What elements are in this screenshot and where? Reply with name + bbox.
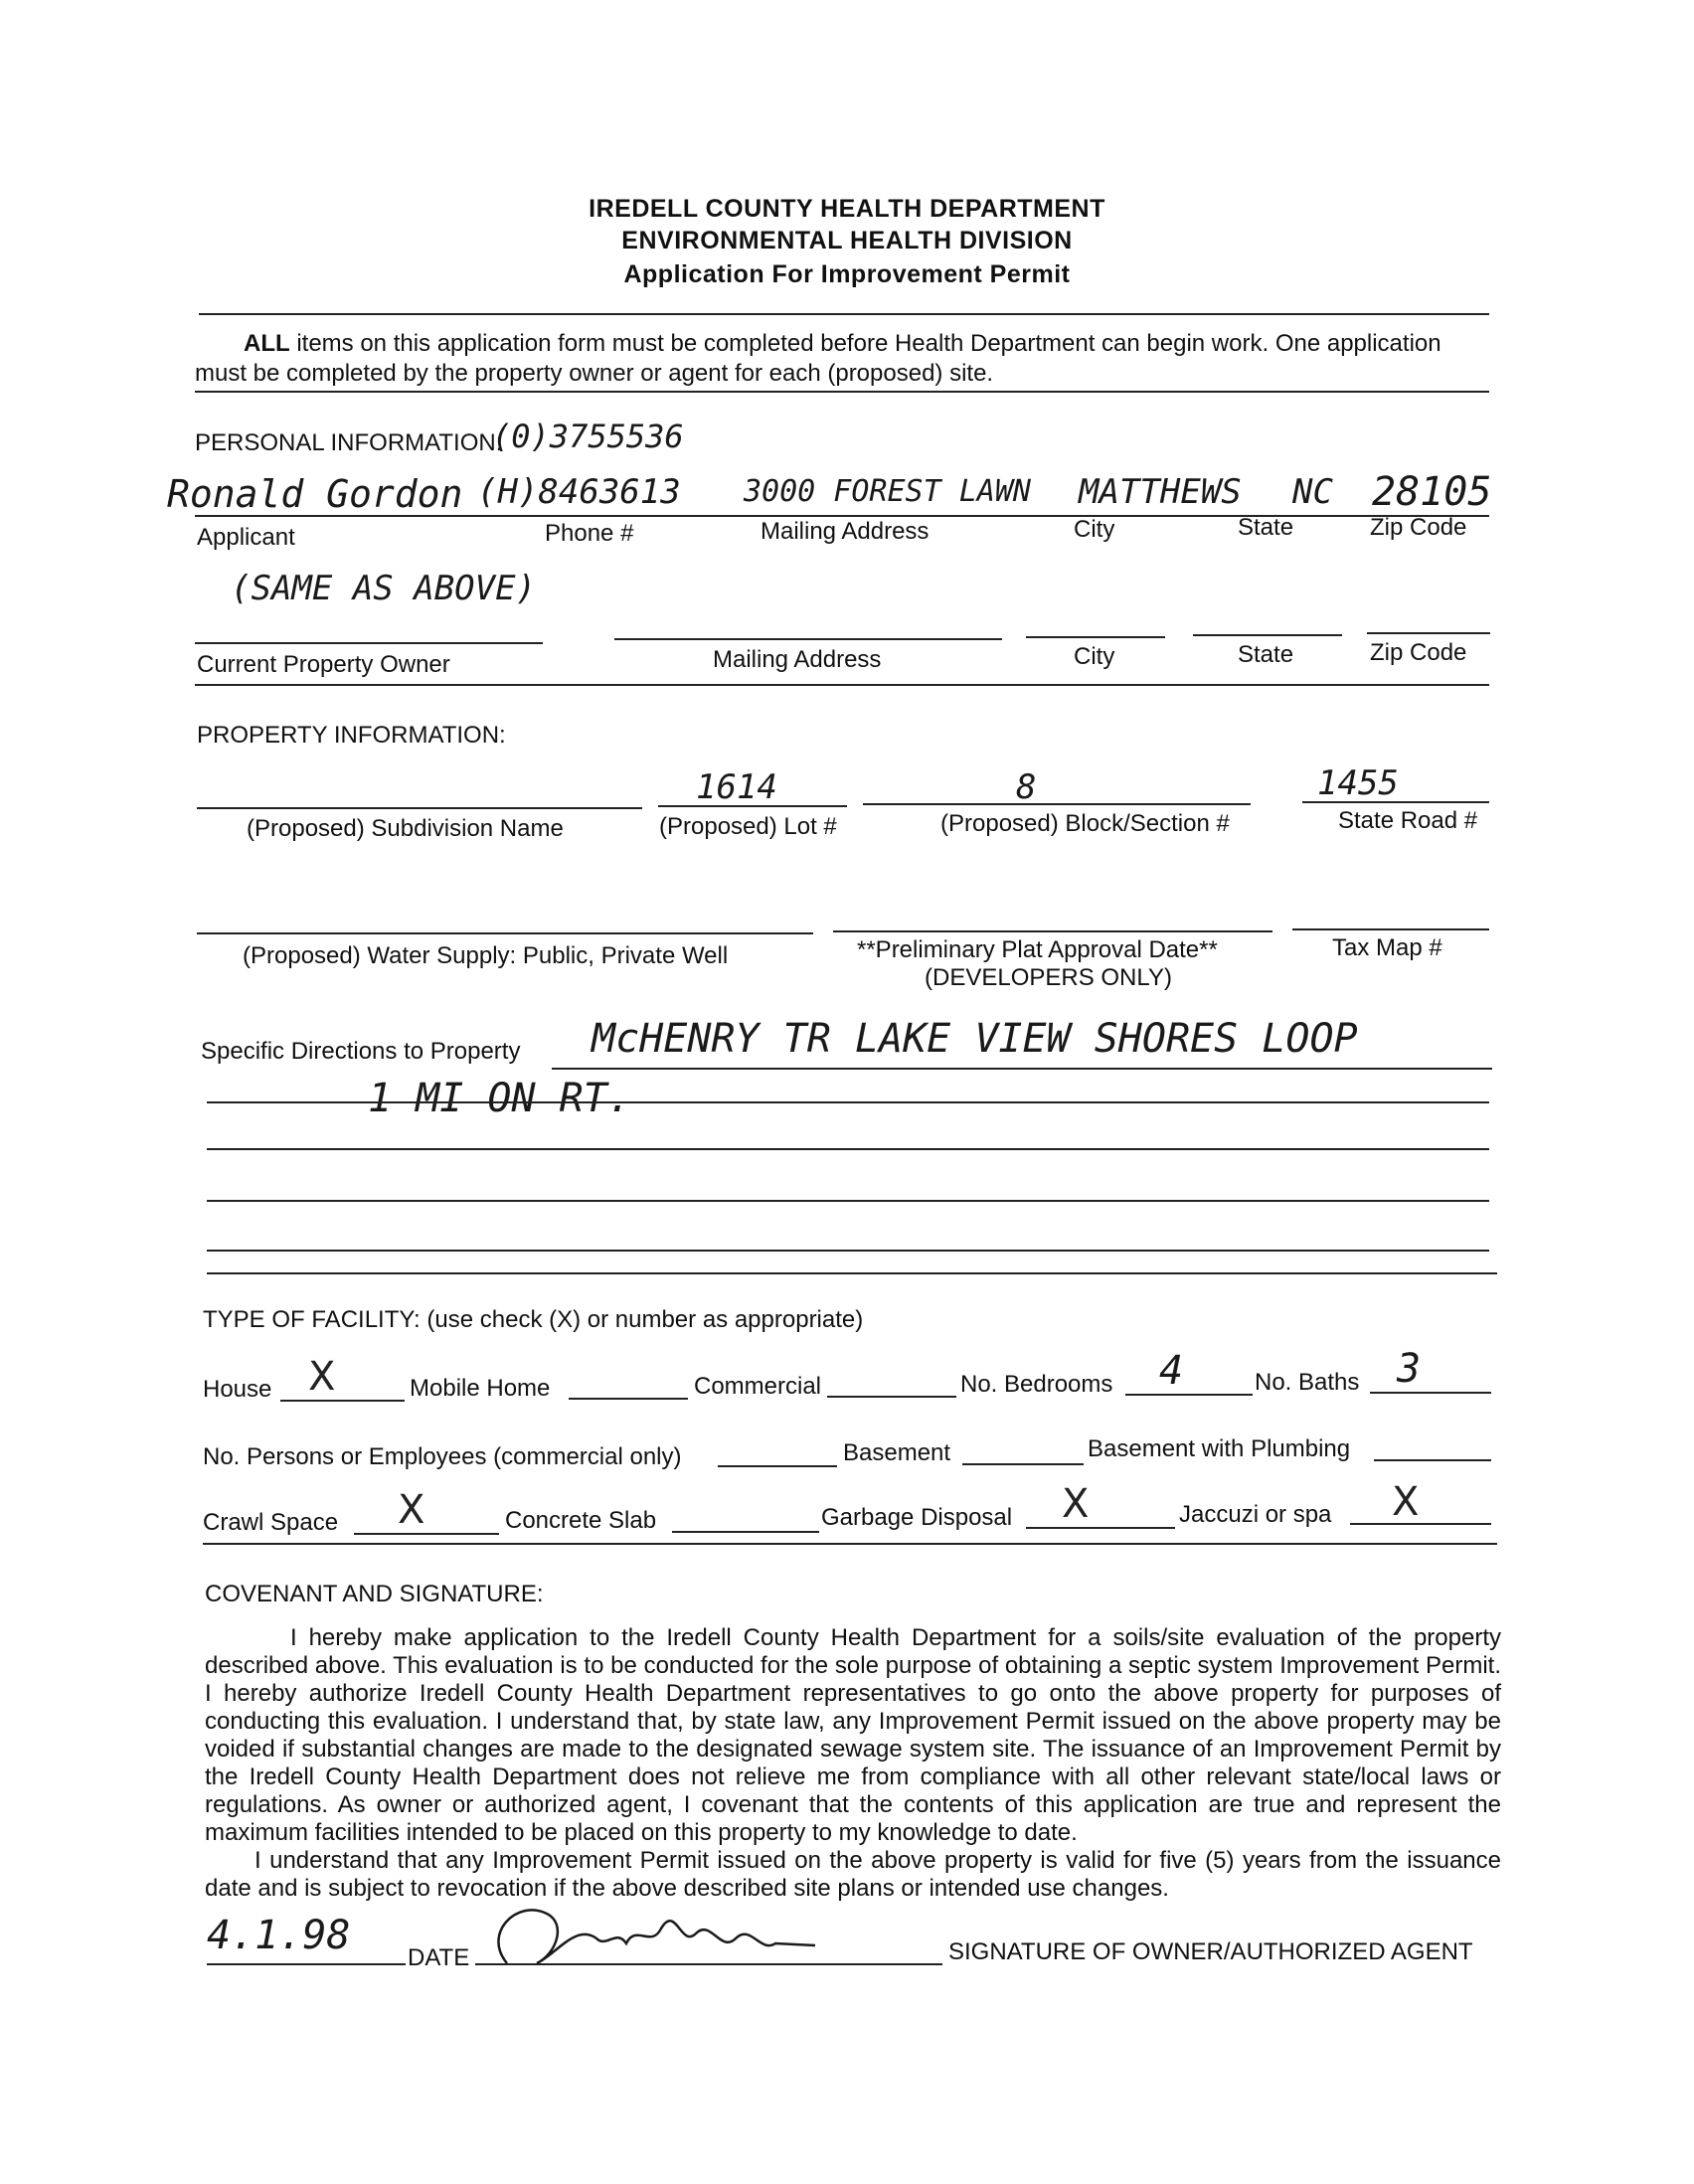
- garbage-disposal-label: Garbage Disposal: [821, 1504, 1013, 1531]
- owner-state-line: [1193, 634, 1342, 636]
- subdivision-line: [197, 807, 642, 809]
- property-info-heading: PROPERTY INFORMATION:: [197, 722, 506, 749]
- water-supply-line: [197, 932, 813, 934]
- covenant-text: [205, 1624, 1501, 1903]
- covenant-paragraph-1: I hereby make application to the Iredell County Health Department for a soils/site evaluation of the property described above. This evaluation is to be conducted for the sole purpose of obtaining a septic system Improvement Permit. I hereby authorize Iredell County Health Department representatives to go onto the above property for purposes of conducting this evaluation. I understand that, by state law, any Improvement Permit issued on the above property may be voided if substantial changes are made to the designated sewage system site. The issuance of an Improvement Permit by the Iredell County Health Department does not relieve me from compliance with all other relevant state/local laws or regulations. As owner or authorized agent, I covenant that the contents of this application are true and represent the maximum facilities intended to be placed on this property to my knowledge to date.: [205, 1624, 1501, 1846]
- lot-line: [658, 805, 847, 807]
- covenant-heading: COVENANT AND SIGNATURE:: [205, 1581, 544, 1607]
- bedrooms-blank: [1125, 1394, 1253, 1396]
- plat-date-sublabel: (DEVELOPERS ONLY): [925, 964, 1172, 991]
- directions-line: [207, 1148, 1489, 1150]
- owner-value: (SAME AS ABOVE): [231, 569, 537, 608]
- zip-value: 28105: [1372, 469, 1492, 515]
- block-value: 8: [1016, 767, 1037, 807]
- commercial-label: Commercial: [694, 1373, 822, 1400]
- subdivision-label: (Proposed) Subdivision Name: [247, 815, 564, 842]
- owner-city-line: [1026, 636, 1165, 638]
- phone-value-home: (H)8463613: [477, 472, 681, 512]
- block-label: (Proposed) Block/Section #: [940, 810, 1230, 837]
- directions-line: [207, 1200, 1489, 1202]
- house-label: House: [203, 1376, 272, 1403]
- applicant-label: Applicant: [197, 524, 295, 551]
- crawl-space-check: X: [398, 1487, 425, 1533]
- divider: [195, 684, 1489, 686]
- divider: [203, 1543, 1497, 1545]
- facility-heading: TYPE OF FACILITY: (use check (X) or number as appropriate): [203, 1306, 864, 1333]
- concrete-slab-label: Concrete Slab: [505, 1507, 657, 1534]
- crawl-space-label: Crawl Space: [203, 1509, 339, 1536]
- state-road-line: [1302, 801, 1489, 803]
- city-label: City: [1074, 516, 1115, 543]
- intro-text-line2: must be completed by the property owner or agent for each (proposed) site.: [195, 360, 994, 387]
- owner-line: [195, 642, 543, 644]
- bedrooms-label: No. Bedrooms: [960, 1371, 1113, 1398]
- lot-value: 1614: [696, 767, 777, 807]
- directions-line: [207, 1101, 1489, 1103]
- jacuzzi-label: Jaccuzi or spa: [1179, 1501, 1332, 1528]
- phone-label: Phone #: [545, 520, 634, 547]
- garbage-disposal-blank: [1026, 1527, 1175, 1529]
- commercial-blank: [827, 1396, 956, 1398]
- divider: [195, 391, 1489, 393]
- persons-blank: [718, 1465, 837, 1467]
- plat-date-label: **Preliminary Plat Approval Date**: [857, 936, 1218, 963]
- applicant-line: [195, 515, 1489, 517]
- city-value: MATTHEWS: [1079, 472, 1242, 512]
- date-line: [207, 1963, 406, 1965]
- directions-line: [207, 1250, 1489, 1252]
- owner-state-label: State: [1238, 641, 1294, 668]
- date-value: 4.1.98: [207, 1913, 351, 1958]
- state-value: NC: [1292, 472, 1333, 512]
- basement-plumbing-blank: [1374, 1459, 1491, 1461]
- owner-zip-line: [1367, 632, 1490, 634]
- personal-info-heading: PERSONAL INFORMATION:: [195, 429, 503, 456]
- signature-label: SIGNATURE OF OWNER/AUTHORIZED AGENT: [948, 1938, 1473, 1965]
- phone-value-work: (0)3755536: [492, 418, 684, 455]
- tax-map-label: Tax Map #: [1332, 934, 1442, 961]
- directions-line: [552, 1068, 1492, 1070]
- garbage-disposal-check: X: [1062, 1481, 1090, 1527]
- state-label: State: [1238, 514, 1294, 541]
- jacuzzi-check: X: [1392, 1479, 1420, 1525]
- covenant-paragraph-2: I understand that any Improvement Permit issued on the above property is valid for five (5) years from the issuance date and is subject to revocation if the above described site plans or intended use changes.: [205, 1847, 1501, 1902]
- persons-label: No. Persons or Employees (commercial only): [203, 1443, 682, 1470]
- intro-text-line1: ALL items on this application form must be completed before Health Department can begin work. One application: [244, 330, 1441, 357]
- concrete-slab-blank: [672, 1531, 819, 1533]
- owner-city-label: City: [1074, 643, 1115, 670]
- baths-value: 3: [1397, 1346, 1422, 1392]
- division-title: ENVIRONMENTAL HEALTH DIVISION: [621, 227, 1073, 254]
- basement-plumbing-label: Basement with Plumbing: [1088, 1435, 1351, 1462]
- signature-image: [477, 1894, 835, 1973]
- basement-label: Basement: [843, 1439, 951, 1466]
- crawl-space-blank: [354, 1533, 499, 1535]
- divider: [207, 1272, 1497, 1274]
- mailing-address-label: Mailing Address: [761, 518, 930, 545]
- owner-mailing-label: Mailing Address: [713, 646, 882, 673]
- form-title: Application For Improvement Permit: [623, 260, 1071, 288]
- applicant-value: Ronald Gordon: [167, 472, 463, 516]
- jacuzzi-blank: [1350, 1523, 1491, 1525]
- plat-date-line: [833, 930, 1272, 932]
- baths-label: No. Baths: [1255, 1369, 1360, 1396]
- mobile-home-label: Mobile Home: [410, 1375, 551, 1402]
- directions-value-line1: McHENRY TR LAKE VIEW SHORES LOOP: [592, 1016, 1358, 1062]
- tax-map-line: [1292, 928, 1489, 930]
- baths-blank: [1370, 1392, 1491, 1394]
- department-title: IREDELL COUNTY HEALTH DEPARTMENT: [589, 195, 1105, 223]
- water-supply-label: (Proposed) Water Supply: Public, Private Well: [243, 942, 729, 969]
- basement-blank: [962, 1463, 1084, 1465]
- house-blank: [280, 1400, 405, 1402]
- owner-zip-label: Zip Code: [1370, 639, 1467, 666]
- mailing-address-value: 3000 FOREST LAWN: [744, 474, 1031, 509]
- divider: [199, 313, 1489, 315]
- owner-label: Current Property Owner: [197, 651, 450, 678]
- bedrooms-value: 4: [1159, 1348, 1184, 1394]
- directions-value-line2: 1 MI ON RT.: [368, 1076, 631, 1121]
- state-road-value: 1455: [1317, 763, 1399, 803]
- lot-label: (Proposed) Lot #: [659, 813, 837, 840]
- zip-label: Zip Code: [1370, 514, 1467, 541]
- mobile-home-blank: [569, 1398, 688, 1400]
- house-check: X: [308, 1354, 336, 1400]
- block-line: [863, 803, 1251, 805]
- state-road-label: State Road #: [1338, 807, 1478, 834]
- directions-label: Specific Directions to Property: [201, 1038, 521, 1065]
- owner-mailing-line: [614, 638, 1002, 640]
- date-label: DATE: [408, 1944, 470, 1971]
